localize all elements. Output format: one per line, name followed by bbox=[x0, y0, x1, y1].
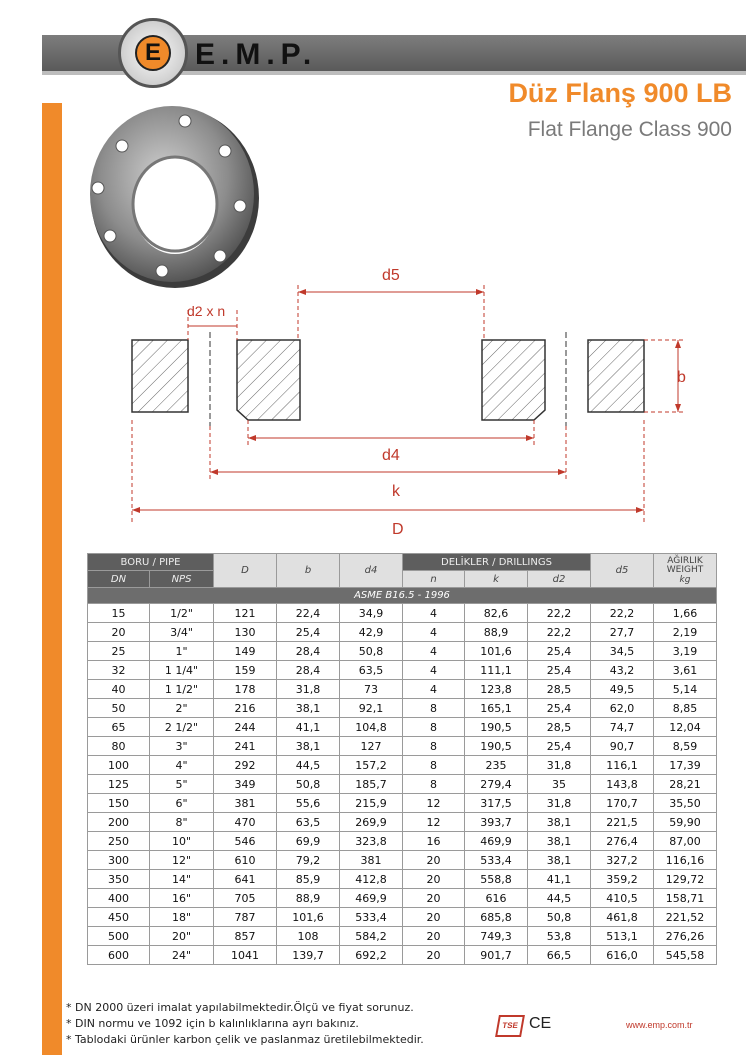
header-k: k bbox=[465, 571, 528, 588]
table-row bbox=[88, 794, 717, 813]
table-cell: 42,9 bbox=[340, 623, 403, 642]
table-cell: 276,26 bbox=[654, 927, 717, 946]
table-cell: 38,1 bbox=[528, 851, 591, 870]
note-1: * DN 2000 üzeri imalat yapılabilmektedir.Ölçü ve fiyat sorunuz. bbox=[66, 1001, 414, 1014]
table-cell: 38,1 bbox=[277, 699, 340, 718]
table-cell: 44,5 bbox=[277, 756, 340, 775]
table-cell: 20 bbox=[403, 946, 465, 965]
table-cell: 28,4 bbox=[277, 642, 340, 661]
table-cell: 130 bbox=[214, 623, 277, 642]
table-cell: 20" bbox=[150, 927, 214, 946]
table-cell: 127 bbox=[340, 737, 403, 756]
table-cell: 28,5 bbox=[528, 718, 591, 737]
flange-drawing bbox=[120, 260, 700, 545]
table-cell: 616 bbox=[465, 889, 528, 908]
dim-k-label: k bbox=[392, 483, 400, 500]
table-cell: 12" bbox=[150, 851, 214, 870]
table-cell: 101,6 bbox=[277, 908, 340, 927]
table-cell: 300 bbox=[88, 851, 150, 870]
table-cell: 4 bbox=[403, 604, 465, 623]
dim-D-label: D bbox=[392, 521, 404, 538]
table-cell: 1/2" bbox=[150, 604, 214, 623]
table-cell: 600 bbox=[88, 946, 150, 965]
website-link[interactable]: www.emp.com.tr bbox=[626, 1020, 693, 1030]
table-cell: 16" bbox=[150, 889, 214, 908]
table-cell: 92,1 bbox=[340, 699, 403, 718]
table-cell: 857 bbox=[214, 927, 277, 946]
dimension-table bbox=[87, 553, 717, 965]
table-row bbox=[88, 908, 717, 927]
table-cell: 461,8 bbox=[591, 908, 654, 927]
table-cell: 170,7 bbox=[591, 794, 654, 813]
table-cell: 20 bbox=[403, 870, 465, 889]
table-cell: 69,9 bbox=[277, 832, 340, 851]
table-cell: 82,6 bbox=[465, 604, 528, 623]
table-cell: 584,2 bbox=[340, 927, 403, 946]
table-cell: 10" bbox=[150, 832, 214, 851]
table-cell: 200 bbox=[88, 813, 150, 832]
table-row bbox=[88, 851, 717, 870]
table-cell: 53,8 bbox=[528, 927, 591, 946]
header-d2: d2 bbox=[528, 571, 591, 588]
table-cell: 149 bbox=[214, 642, 277, 661]
table-cell: 63,5 bbox=[277, 813, 340, 832]
table-cell: 38,1 bbox=[528, 813, 591, 832]
table-cell: 158,71 bbox=[654, 889, 717, 908]
table-cell: 25,4 bbox=[528, 699, 591, 718]
table-cell: 350 bbox=[88, 870, 150, 889]
table-cell: 610 bbox=[214, 851, 277, 870]
header-weight-tr: AĞIRLIK bbox=[667, 555, 703, 566]
table-cell: 250 bbox=[88, 832, 150, 851]
table-cell: 641 bbox=[214, 870, 277, 889]
table-row bbox=[88, 889, 717, 908]
page-title: Düz Flanş 900 LB bbox=[508, 78, 732, 108]
table-cell: 111,1 bbox=[465, 661, 528, 680]
table-cell: 22,2 bbox=[528, 623, 591, 642]
table-cell: 41,1 bbox=[528, 870, 591, 889]
table-cell: 35 bbox=[528, 775, 591, 794]
dim-b-label: b bbox=[677, 369, 686, 386]
note-3: * Tablodaki ürünler karbon çelik ve paslanmaz üretilebilmektedir. bbox=[66, 1033, 424, 1046]
table-cell: 1 1/4" bbox=[150, 661, 214, 680]
header-nps: NPS bbox=[150, 571, 214, 588]
table-cell: 125 bbox=[88, 775, 150, 794]
table-cell: 116,1 bbox=[591, 756, 654, 775]
table-cell: 50,8 bbox=[528, 908, 591, 927]
table-cell: 3,19 bbox=[654, 642, 717, 661]
table-cell: 28,21 bbox=[654, 775, 717, 794]
table-cell: 513,1 bbox=[591, 927, 654, 946]
table-row bbox=[88, 775, 717, 794]
table-cell: 20 bbox=[403, 889, 465, 908]
table-cell: 25,4 bbox=[528, 737, 591, 756]
table-cell: 705 bbox=[214, 889, 277, 908]
table-cell: 327,2 bbox=[591, 851, 654, 870]
table-cell: 38,1 bbox=[528, 832, 591, 851]
table-cell: 412,8 bbox=[340, 870, 403, 889]
table-cell: 20 bbox=[403, 927, 465, 946]
header-weight-unit: kg bbox=[679, 574, 691, 585]
table-cell: 32 bbox=[88, 661, 150, 680]
table-cell: 500 bbox=[88, 927, 150, 946]
table-cell: 121 bbox=[214, 604, 277, 623]
table-cell: 4" bbox=[150, 756, 214, 775]
table-cell: 43,2 bbox=[591, 661, 654, 680]
table-row bbox=[88, 718, 717, 737]
table-row bbox=[88, 870, 717, 889]
table-cell: 73 bbox=[340, 680, 403, 699]
table-cell: 216 bbox=[214, 699, 277, 718]
table-cell: 66,5 bbox=[528, 946, 591, 965]
dim-d2n-label: d2 x n bbox=[187, 303, 226, 319]
table-cell: 31,8 bbox=[528, 756, 591, 775]
table-cell: 108 bbox=[277, 927, 340, 946]
table-cell: 55,6 bbox=[277, 794, 340, 813]
table-row bbox=[88, 737, 717, 756]
table-cell: 79,2 bbox=[277, 851, 340, 870]
table-body bbox=[88, 604, 717, 965]
table-cell: 546 bbox=[214, 832, 277, 851]
table-cell: 400 bbox=[88, 889, 150, 908]
table-cell: 185,7 bbox=[340, 775, 403, 794]
table-cell: 4 bbox=[403, 680, 465, 699]
table-cell: 2,19 bbox=[654, 623, 717, 642]
table-cell: 241 bbox=[214, 737, 277, 756]
header-group-pipe: BORU / PIPE bbox=[88, 554, 214, 571]
table-cell: 221,5 bbox=[591, 813, 654, 832]
table-cell: 34,9 bbox=[340, 604, 403, 623]
table-cell: 116,16 bbox=[654, 851, 717, 870]
table-cell: 143,8 bbox=[591, 775, 654, 794]
table-cell: 50,8 bbox=[340, 642, 403, 661]
table-cell: 692,2 bbox=[340, 946, 403, 965]
table-cell: 20 bbox=[403, 851, 465, 870]
note-2: * DIN normu ve 1092 için b kalınlıklarına ayrı bakınız. bbox=[66, 1017, 359, 1030]
table-cell: 545,58 bbox=[654, 946, 717, 965]
header-d5: d5 bbox=[591, 554, 654, 588]
standard-row: ASME B16.5 - 1996 bbox=[88, 588, 717, 604]
table-cell: 88,9 bbox=[277, 889, 340, 908]
header-dn: DN bbox=[88, 571, 150, 588]
table-cell: 123,8 bbox=[465, 680, 528, 699]
table-cell: 787 bbox=[214, 908, 277, 927]
table-cell: 12,04 bbox=[654, 718, 717, 737]
table-cell: 323,8 bbox=[340, 832, 403, 851]
header-group-drillings: DELİKLER / DRILLINGS bbox=[403, 554, 591, 571]
table-cell: 90,7 bbox=[591, 737, 654, 756]
table-cell: 8 bbox=[403, 718, 465, 737]
table-cell: 5" bbox=[150, 775, 214, 794]
table-cell: 14" bbox=[150, 870, 214, 889]
table-cell: 62,0 bbox=[591, 699, 654, 718]
table-cell: 533,4 bbox=[465, 851, 528, 870]
table-cell: 2 1/2" bbox=[150, 718, 214, 737]
table-cell: 31,8 bbox=[277, 680, 340, 699]
table-cell: 87,00 bbox=[654, 832, 717, 851]
table-cell: 349 bbox=[214, 775, 277, 794]
table-cell: 3,61 bbox=[654, 661, 717, 680]
logo-letter: E bbox=[135, 35, 171, 71]
table-cell: 8" bbox=[150, 813, 214, 832]
table-row bbox=[88, 832, 717, 851]
table-cell: 616,0 bbox=[591, 946, 654, 965]
table-cell: 4 bbox=[403, 623, 465, 642]
table-cell: 244 bbox=[214, 718, 277, 737]
table-cell: 157,2 bbox=[340, 756, 403, 775]
table-cell: 65 bbox=[88, 718, 150, 737]
table-cell: 20 bbox=[88, 623, 150, 642]
header-d4: d4 bbox=[340, 554, 403, 588]
table-cell: 31,8 bbox=[528, 794, 591, 813]
table-cell: 50 bbox=[88, 699, 150, 718]
table-cell: 749,3 bbox=[465, 927, 528, 946]
table-cell: 22,4 bbox=[277, 604, 340, 623]
dim-d4-label: d4 bbox=[382, 447, 400, 464]
table-cell: 44,5 bbox=[528, 889, 591, 908]
table-cell: 3" bbox=[150, 737, 214, 756]
table-cell: 34,5 bbox=[591, 642, 654, 661]
table-cell: 88,9 bbox=[465, 623, 528, 642]
table-cell: 190,5 bbox=[465, 737, 528, 756]
table-cell: 215,9 bbox=[340, 794, 403, 813]
table-cell: 269,9 bbox=[340, 813, 403, 832]
table-cell: 38,1 bbox=[277, 737, 340, 756]
table-cell: 901,7 bbox=[465, 946, 528, 965]
header-weight-en: WEIGHT bbox=[666, 564, 704, 575]
table-cell: 41,1 bbox=[277, 718, 340, 737]
table-row bbox=[88, 604, 717, 623]
table-cell: 276,4 bbox=[591, 832, 654, 851]
table-cell: 292 bbox=[214, 756, 277, 775]
table-cell: 22,2 bbox=[528, 604, 591, 623]
table-cell: 381 bbox=[214, 794, 277, 813]
table-cell: 139,7 bbox=[277, 946, 340, 965]
logo-icon bbox=[118, 18, 188, 88]
table-cell: 1041 bbox=[214, 946, 277, 965]
table-cell: 8 bbox=[403, 737, 465, 756]
table-cell: 450 bbox=[88, 908, 150, 927]
header-b: b bbox=[277, 554, 340, 588]
table-cell: 12 bbox=[403, 794, 465, 813]
orange-side-bar bbox=[42, 103, 62, 1055]
table-cell: 85,9 bbox=[277, 870, 340, 889]
table-cell: 25,4 bbox=[528, 642, 591, 661]
table-row bbox=[88, 927, 717, 946]
table-cell: 50,8 bbox=[277, 775, 340, 794]
table-cell: 279,4 bbox=[465, 775, 528, 794]
table-cell: 12 bbox=[403, 813, 465, 832]
table-cell: 381 bbox=[340, 851, 403, 870]
table-cell: 469,9 bbox=[465, 832, 528, 851]
table-cell: 5,14 bbox=[654, 680, 717, 699]
certifications bbox=[497, 1015, 551, 1037]
table-cell: 469,9 bbox=[340, 889, 403, 908]
table-cell: 4 bbox=[403, 661, 465, 680]
table-cell: 101,6 bbox=[465, 642, 528, 661]
table-cell: 63,5 bbox=[340, 661, 403, 680]
brand-name: E.M.P. bbox=[195, 38, 318, 71]
table-row bbox=[88, 642, 717, 661]
table-cell: 74,7 bbox=[591, 718, 654, 737]
table-cell: 359,2 bbox=[591, 870, 654, 889]
header-D: D bbox=[214, 554, 277, 588]
table-cell: 100 bbox=[88, 756, 150, 775]
table-row bbox=[88, 946, 717, 965]
table-cell: 25 bbox=[88, 642, 150, 661]
table-cell: 178 bbox=[214, 680, 277, 699]
table-cell: 235 bbox=[465, 756, 528, 775]
table-cell: 8 bbox=[403, 775, 465, 794]
table-cell: 393,7 bbox=[465, 813, 528, 832]
footnotes bbox=[66, 1000, 424, 1048]
table-cell: 40 bbox=[88, 680, 150, 699]
table-cell: 4 bbox=[403, 642, 465, 661]
table-row bbox=[88, 813, 717, 832]
ce-mark-icon: CE bbox=[529, 1015, 552, 1032]
table-cell: 49,5 bbox=[591, 680, 654, 699]
table-cell: 685,8 bbox=[465, 908, 528, 927]
table-cell: 8 bbox=[403, 756, 465, 775]
table-cell: 1,66 bbox=[654, 604, 717, 623]
table-cell: 25,4 bbox=[528, 661, 591, 680]
table-cell: 221,52 bbox=[654, 908, 717, 927]
header-weight bbox=[654, 554, 717, 588]
table-cell: 35,50 bbox=[654, 794, 717, 813]
table-cell: 28,4 bbox=[277, 661, 340, 680]
table-cell: 17,39 bbox=[654, 756, 717, 775]
table-row bbox=[88, 756, 717, 775]
table-cell: 1" bbox=[150, 642, 214, 661]
table-cell: 18" bbox=[150, 908, 214, 927]
table-cell: 24" bbox=[150, 946, 214, 965]
table-cell: 27,7 bbox=[591, 623, 654, 642]
table-cell: 20 bbox=[403, 908, 465, 927]
table-row bbox=[88, 661, 717, 680]
tse-mark-icon: TSE bbox=[495, 1015, 525, 1037]
table-cell: 25,4 bbox=[277, 623, 340, 642]
table-cell: 165,1 bbox=[465, 699, 528, 718]
table-cell: 104,8 bbox=[340, 718, 403, 737]
table-row bbox=[88, 623, 717, 642]
table-cell: 159 bbox=[214, 661, 277, 680]
table-row bbox=[88, 699, 717, 718]
table-cell: 3/4" bbox=[150, 623, 214, 642]
table-cell: 533,4 bbox=[340, 908, 403, 927]
table-cell: 59,90 bbox=[654, 813, 717, 832]
table-cell: 8,85 bbox=[654, 699, 717, 718]
table-cell: 15 bbox=[88, 604, 150, 623]
table-cell: 6" bbox=[150, 794, 214, 813]
dim-d5-label: d5 bbox=[382, 267, 400, 284]
table-cell: 150 bbox=[88, 794, 150, 813]
table-cell: 28,5 bbox=[528, 680, 591, 699]
table-cell: 129,72 bbox=[654, 870, 717, 889]
table-cell: 16 bbox=[403, 832, 465, 851]
table-cell: 190,5 bbox=[465, 718, 528, 737]
table-cell: 8,59 bbox=[654, 737, 717, 756]
table-cell: 22,2 bbox=[591, 604, 654, 623]
table-cell: 1 1/2" bbox=[150, 680, 214, 699]
table-cell: 8 bbox=[403, 699, 465, 718]
table-cell: 2" bbox=[150, 699, 214, 718]
table-cell: 317,5 bbox=[465, 794, 528, 813]
table-cell: 558,8 bbox=[465, 870, 528, 889]
table-cell: 80 bbox=[88, 737, 150, 756]
table-row bbox=[88, 680, 717, 699]
header-n: n bbox=[403, 571, 465, 588]
table-cell: 410,5 bbox=[591, 889, 654, 908]
page-subtitle: Flat Flange Class 900 bbox=[527, 118, 732, 141]
table-cell: 470 bbox=[214, 813, 277, 832]
